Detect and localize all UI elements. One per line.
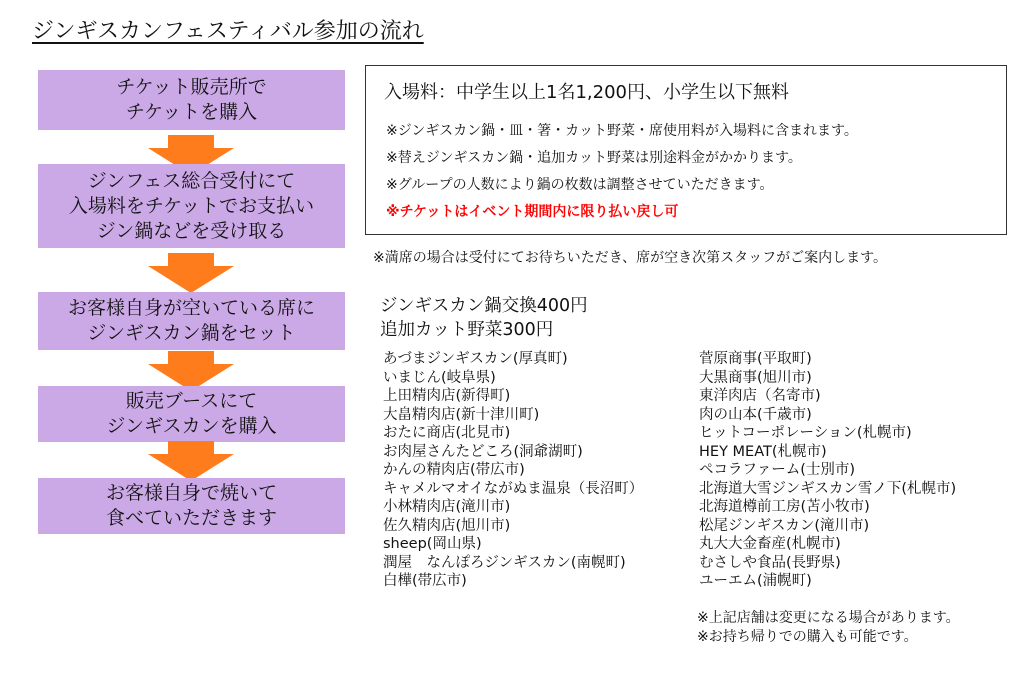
admission-fee-heading: 入場料：中学生以上1名1,200円、小学生以下無料	[384, 82, 789, 103]
down-arrow-icon	[148, 253, 234, 293]
shop-item: あづまジンギスカン(厚真町)	[383, 351, 568, 367]
down-arrow-icon	[148, 441, 234, 481]
shop-item: ペコラファーム(士別市)	[699, 462, 856, 478]
admission-fee-box	[365, 65, 1007, 235]
flow-step-text: ジンギスカンを購入	[106, 415, 277, 437]
flow-step-text: 食べていただきます	[105, 507, 277, 529]
shop-item: 大黒商事(旭川市)	[699, 369, 812, 386]
shop-item: 北海道大雪ジンギスカン雪ノ下(札幌市)	[699, 480, 957, 497]
refund-warning: ※チケットはイベント期間内に限り払い戻し可	[386, 204, 679, 220]
shop-item: ユーエム(浦幌町)	[699, 573, 812, 589]
shop-item: 菅原商事(平取町)	[699, 351, 812, 367]
flow-step-2	[38, 164, 345, 248]
extra-vegetables-price: 追加カット野菜300円	[380, 320, 554, 340]
flow-step-text: お客様自身で焼いて	[105, 482, 277, 504]
shop-list-left	[383, 350, 643, 591]
fee-note: ※グループの人数により鍋の枚数は調整させていただきます。	[386, 177, 774, 193]
shop-item: 丸大大金畜産(札幌市)	[699, 536, 841, 552]
flow-step-text: ジン鍋などを受け取る	[96, 219, 287, 242]
flow-step-1	[38, 70, 345, 130]
flow-step-text: 販売ブースにて	[125, 390, 258, 412]
shop-item: 潤屋 なんぽろジンギスカン(南幌町)	[383, 554, 626, 571]
shop-item: sheep(岡山県)	[383, 536, 482, 552]
shop-item: 肉の山本(千歳市)	[699, 406, 812, 423]
flow-step-5	[38, 478, 345, 534]
down-arrow-icon	[148, 351, 234, 391]
flow-step-3	[38, 292, 345, 350]
fee-note: ※替えジンギスカン鍋・追加カット野菜は別途料金がかかります。	[386, 150, 802, 166]
shop-item: むさしや食品(長野県)	[699, 554, 841, 571]
shop-item: 小林精肉店(滝川市)	[383, 499, 511, 515]
shop-item: 松尾ジンギスカン(滝川市)	[699, 517, 870, 534]
shop-item: 北海道樽前工房(苫小牧市)	[699, 499, 870, 515]
shop-item: HEY MEAT(札幌市)	[699, 443, 827, 460]
shop-item: 白樺(帯広市)	[383, 573, 467, 589]
shop-item: いまじん(岐阜県)	[383, 369, 496, 386]
shop-item: キャメルマオイながぬま温泉（長沼町）	[383, 480, 644, 497]
shop-item: かんの精肉店(帯広市)	[383, 462, 525, 478]
flow-step-text: ジンギスカン鍋をセット	[87, 322, 296, 344]
flow-step-text: ジンフェス総合受付にて	[87, 169, 296, 192]
takeout-note: ※お持ち帰りでの購入も可能です。	[697, 629, 918, 645]
fee-note: ※ジンギスカン鍋・皿・箸・カット野菜・席使用料が入場料に含まれます。	[386, 123, 858, 139]
page-title: ジンギスカンフェスティバル参加の流れ	[32, 19, 424, 44]
store-change-note: ※上記店舗は変更になる場合があります。	[697, 610, 960, 626]
flow-step-text: チケットを購入	[125, 101, 258, 123]
flow-step-text: チケット販売所で	[116, 76, 267, 98]
shop-item: 上田精肉店(新得町)	[383, 388, 511, 404]
seating-note: ※満席の場合は受付にてお待ちいただき、席が空き次第スタッフがご案内します。	[373, 250, 888, 266]
shop-item: 東洋肉店（名寄市)	[699, 388, 821, 404]
flow-step-4	[38, 386, 345, 442]
shop-item: お肉屋さんたどころ(洞爺湖町)	[383, 443, 583, 460]
shop-list-right	[699, 350, 956, 591]
shop-item: 大畠精肉店(新十津川町)	[383, 406, 540, 423]
flow-step-text: お客様自身が空いている席に	[67, 297, 315, 319]
flow-step-text: 入場料をチケットでお支払い	[68, 194, 315, 217]
shop-item: おたに商店(北見市)	[383, 425, 511, 441]
pan-exchange-price: ジンギスカン鍋交換400円	[380, 296, 588, 316]
shop-item: 佐久精肉店(旭川市)	[383, 517, 511, 534]
shop-item: ヒットコーポレーション(札幌市)	[699, 425, 912, 441]
